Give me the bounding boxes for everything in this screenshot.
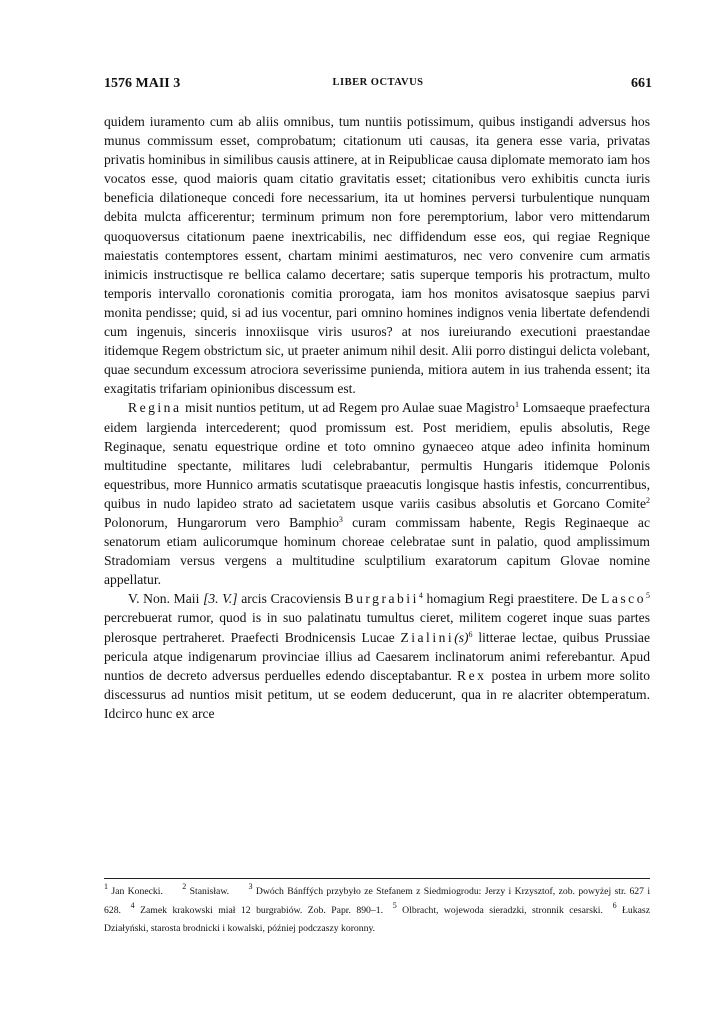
footnote-ref-6: 6 — [468, 629, 473, 639]
footnote-number: 6 — [612, 900, 617, 910]
footnote-number: 2 — [182, 882, 187, 891]
paragraph-2 — [104, 398, 650, 589]
footnote-number: 4 — [130, 900, 135, 910]
spaced-word-regina: Regina — [128, 400, 182, 416]
footnote-ref-5: 5 — [646, 591, 651, 601]
spaced-word-lasco: Lasco — [601, 591, 647, 607]
page-number: 661 — [631, 76, 652, 91]
header-date: 1576 MAII 3 — [104, 76, 181, 91]
date-annotation: [3. V.] — [203, 591, 238, 607]
footnote-line — [104, 883, 650, 939]
text-run: V. Non. Maii — [128, 591, 204, 607]
text-run: postea in urbem more solito discessurus ad nuntios misit petitum, ut se eodem deducerunt, qua in re alacriter obtemperatum. Idcirco hunc ex arce — [104, 667, 650, 721]
text-run: litterae lectae, quibus Prussiae pericula atque indigenarum provinciae illius ad Caesarem inclinatorum animi referebantur. Apud nuntios de decreto adversus perduelles edendo disceptabantur. — [104, 629, 650, 683]
footnote-number: 1 — [104, 882, 108, 891]
text-run: arcis Cracoviensis — [237, 591, 345, 607]
text-run: curam commissam habente, Regis Reginaeque ac senatorum etiam aulicorumque hominum choreae celebratae sunt in palatio, quod amplissimum Stradomiam versus vergens a multitudine sculptilium exaratorum capitum Glovae nomine appellatur. — [104, 514, 650, 588]
paragraph-3 — [104, 589, 650, 723]
main-text — [104, 112, 650, 723]
footnotes — [104, 883, 650, 939]
spaced-word-rex: Rex — [457, 667, 487, 683]
footnote-number: 5 — [392, 900, 397, 910]
spaced-word-zialini: Zialini — [400, 629, 455, 645]
footnote-text: Olbracht, wojewoda sieradzki, stronnik cesarski. — [402, 904, 603, 916]
spaced-word-burgrabii: Burgrabii — [344, 591, 419, 607]
footnote-divider — [104, 878, 650, 879]
text-run: misit nuntios petitum, ut ad Regem pro Aulae suae Magistro — [181, 400, 515, 416]
footnote-ref-3: 3 — [338, 514, 343, 524]
footnote-text: Łukasz Działyński, starosta brodnicki i kowalski, później podczaszy koronny. — [104, 904, 650, 934]
text-run: Lomsaeque praefectura eidem largienda intercederent; quod promissum est. Post meridiem, epulis absolutis, Rege Reginaque, senatu equestrique ordine et toto omnino gynaeceo atque adeo infinita hominum multitudine spectante, militares ludi celebrabantur, permultis Hungaris itidemque Polonis equestribus, more Hunnico armatis scutatisque praeacutis longisque hastis infestis, concurrentibus, quibus in nudo lapideo strato ad sacietatem usque variis casibus absolutis et Gorcano Comite — [104, 400, 650, 511]
footnote-text: Jan Konecki. — [111, 886, 163, 897]
text-run: Polonorum, Hungarorum vero Bamphio — [104, 514, 339, 530]
footnote-text: Stanisław. — [189, 886, 230, 897]
footnote-text: Zamek krakowski miał 12 burgrabiów. Zob. Papr. 890–1. — [140, 904, 384, 916]
footnote-text: Dwóch Bánffých przybyło ze Stefanem z Siedmiogrodu: Jerzy i Krzysztof, zob. powyżej str. 627 i 628. — [104, 886, 651, 916]
editorial-emendation: (s) — [454, 629, 469, 645]
footnote-ref-2: 2 — [646, 495, 650, 505]
footnote-ref-4: 4 — [418, 591, 423, 601]
text-run: homagium Regi praestitere. De — [422, 591, 602, 607]
footnote-number: 3 — [248, 882, 253, 891]
running-header — [104, 76, 652, 96]
paragraph-1: quidem iuramento cum ab aliis omnibus, tum nuntiis potissimum, quibus instigandi adversus hos munus commissum esset, comprobatum; citationum uti causas, ita genera esse varia, privatas privatis hominibus in similibus causis attinere, at in Reipublicae causa diplomate memorato iam hos vocatos esse, quod maioris quam citatio gravitatis esset; citationibus vero exhibitis cuncta iuris beneficia dilationeque concedi fore necessarium, ita ut homines perversi turbulentique nunquam debita mulcta afficerentur; terminum primum non fore peremptorium, labor vero mittendarum quoquoversus citationum paene inextricabilis, nec diffidendum esse eos, qui regiae Regnique maiestatis contemptores essent, chartam minimi aestimaturos, nec vero convenire cum armatis inimicis instructisque re bellica calamo decertare; satis superque temporis his protractum, multo temporis intervallo coronationis comitia prorogata, iam hos monitos avisatosque saepius parvi monita pendisse; quid, si ad ius vocentur, pari omnino homines indignos venia libertate defendendi cum ingenuis, sinceris innoxiisque viris usuros? at nos iureiurando executioni praestandae itidemque Regem obstrictum sic, ut praeter animum nihil desit. Alii porro distingui delicta volebant, quae secundum excessum atrociora severissime punienda, mitiora autem in ius trahenda essent; ita exagitatis trifariam opinionibus discessum est. — [104, 114, 650, 397]
footnote-ref-1: 1 — [514, 400, 519, 410]
header-title: LIBER OCTAVUS — [332, 77, 424, 88]
text-run: percrebuerat rumor, quod is in suo palatinatu tumultus cieret, militem cogeret inque suas partes plerosque pertraheret. Praefecti Brodnicensis Lucae — [104, 610, 650, 645]
